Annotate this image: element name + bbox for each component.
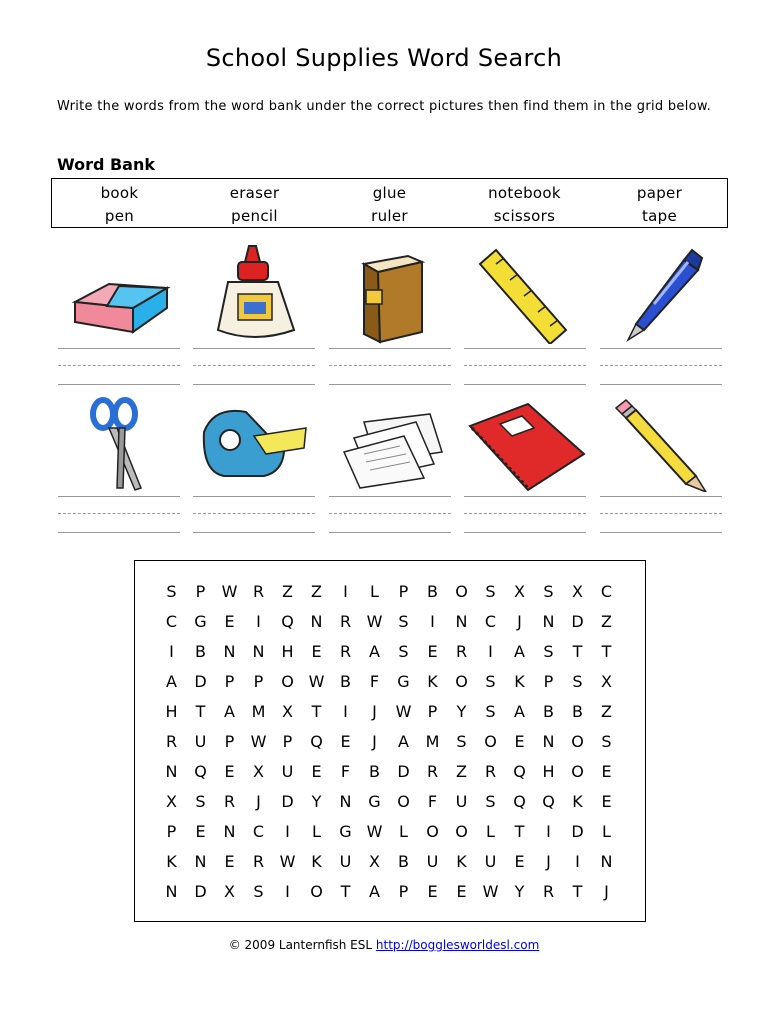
grid-letter[interactable]: S — [485, 792, 496, 811]
grid-letter[interactable]: E — [224, 852, 235, 871]
grid-letter[interactable]: N — [223, 642, 236, 661]
grid-letter[interactable]: O — [571, 762, 584, 781]
grid-letter[interactable]: E — [601, 762, 612, 781]
scissors-icon — [57, 392, 177, 492]
grid-letter[interactable]: X — [166, 792, 177, 811]
grid-letter[interactable]: I — [488, 642, 493, 661]
grid-letter[interactable]: C — [484, 612, 497, 631]
grid-letter[interactable]: T — [195, 702, 206, 721]
grid-letter[interactable]: S — [572, 672, 583, 691]
grid-letter[interactable]: N — [165, 762, 178, 781]
grid-letter[interactable]: I — [285, 882, 290, 901]
answer-line — [329, 496, 451, 536]
grid-letter[interactable]: P — [398, 582, 409, 601]
answer-line — [464, 496, 586, 536]
grid-letter[interactable]: I — [430, 612, 435, 631]
grid-letter[interactable]: S — [601, 732, 612, 751]
word-bank-word: scissors — [493, 207, 556, 225]
grid-letter[interactable]: G — [194, 612, 207, 631]
pencil-icon — [602, 392, 722, 492]
grid-letter[interactable]: O — [281, 672, 294, 691]
grid-letter[interactable]: W — [250, 732, 267, 751]
grid-letter[interactable]: I — [285, 822, 290, 841]
grid-letter[interactable]: T — [572, 882, 583, 901]
grid-letter[interactable]: M — [425, 732, 440, 751]
word-search-grid — [157, 577, 621, 907]
tape-icon — [194, 392, 314, 492]
grid-letter[interactable]: S — [456, 732, 467, 751]
grid-letter[interactable]: K — [311, 852, 322, 871]
grid-letter[interactable]: S — [485, 672, 496, 691]
grid-letter[interactable]: U — [281, 762, 294, 781]
grid-letter[interactable]: Q — [513, 792, 526, 811]
grid-letter[interactable]: S — [398, 642, 409, 661]
grid-letter[interactable]: R — [223, 792, 236, 811]
grid-letter[interactable]: I — [256, 612, 261, 631]
answer-line — [329, 348, 451, 388]
grid-letter[interactable]: K — [166, 852, 177, 871]
grid-letter[interactable]: K — [427, 672, 438, 691]
grid-letter[interactable]: U — [194, 732, 207, 751]
grid-letter[interactable]: S — [166, 582, 177, 601]
grid-letter[interactable]: X — [601, 672, 612, 691]
grid-letter[interactable]: N — [600, 852, 613, 871]
grid-letter[interactable]: A — [224, 702, 235, 721]
grid-letter[interactable]: J — [372, 702, 377, 721]
grid-letter[interactable]: E — [514, 732, 525, 751]
grid-letter[interactable]: D — [194, 672, 207, 691]
grid-letter[interactable]: A — [398, 732, 409, 751]
grid-letter[interactable]: T — [340, 882, 351, 901]
grid-letter[interactable]: N — [339, 792, 352, 811]
grid-letter[interactable]: Z — [601, 702, 612, 721]
grid-letter[interactable]: D — [571, 612, 584, 631]
grid-letter[interactable]: S — [195, 792, 206, 811]
glue-icon — [194, 244, 314, 344]
ruler-icon — [466, 244, 586, 344]
grid-letter[interactable]: F — [340, 762, 351, 781]
grid-letter[interactable]: H — [165, 702, 178, 721]
grid-letter[interactable]: Q — [542, 792, 555, 811]
grid-letter[interactable]: C — [165, 612, 178, 631]
grid-letter[interactable]: A — [369, 642, 380, 661]
grid-letter[interactable]: R — [252, 582, 265, 601]
grid-letter[interactable]: O — [484, 732, 497, 751]
grid-letter[interactable]: R — [484, 762, 497, 781]
footer — [0, 938, 768, 952]
grid-letter[interactable]: I — [343, 702, 348, 721]
grid-letter[interactable]: J — [517, 612, 522, 631]
grid-letter[interactable]: P — [166, 822, 177, 841]
grid-letter[interactable]: N — [165, 882, 178, 901]
grid-letter[interactable]: B — [340, 672, 351, 691]
grid-letter[interactable]: X — [514, 582, 525, 601]
grid-letter[interactable]: B — [195, 642, 206, 661]
grid-letter[interactable]: B — [369, 762, 380, 781]
grid-letter[interactable]: N — [252, 642, 265, 661]
grid-letter[interactable]: O — [397, 792, 410, 811]
grid-letter[interactable]: P — [195, 582, 206, 601]
grid-letter[interactable]: D — [281, 792, 294, 811]
grid-letter[interactable]: E — [311, 762, 322, 781]
grid-letter[interactable]: P — [253, 672, 264, 691]
grid-letter[interactable]: O — [571, 732, 584, 751]
grid-letter[interactable]: R — [542, 882, 555, 901]
grid-letter[interactable]: E — [224, 612, 235, 631]
grid-letter[interactable]: W — [366, 822, 383, 841]
grid-letter[interactable]: R — [339, 612, 352, 631]
grid-letter[interactable]: P — [427, 702, 438, 721]
grid-letter[interactable]: X — [253, 762, 264, 781]
answer-line — [464, 348, 586, 388]
grid-letter[interactable]: B — [427, 582, 438, 601]
word-bank-word: glue — [372, 184, 407, 202]
grid-letter[interactable]: F — [369, 672, 380, 691]
grid-letter[interactable]: S — [253, 882, 264, 901]
grid-letter[interactable]: R — [252, 852, 265, 871]
word-bank-word: pen — [104, 207, 135, 225]
grid-letter[interactable]: T — [514, 822, 525, 841]
answer-line — [193, 348, 315, 388]
grid-letter[interactable]: R — [455, 642, 468, 661]
grid-letter[interactable]: L — [399, 822, 408, 841]
copyright-text: © 2009 Lanternfish ESL — [228, 938, 373, 952]
word-bank-word: tape — [641, 207, 678, 225]
grid-letter[interactable]: I — [169, 642, 174, 661]
grid-letter[interactable]: P — [398, 882, 409, 901]
grid-letter[interactable]: K — [514, 672, 525, 691]
grid-letter[interactable]: I — [546, 822, 551, 841]
grid-letter[interactable]: D — [571, 822, 584, 841]
grid-letter[interactable]: A — [514, 702, 525, 721]
grid-letter[interactable]: A — [166, 672, 177, 691]
grid-letter[interactable]: J — [604, 882, 609, 901]
answer-line — [193, 496, 315, 536]
grid-letter[interactable]: S — [398, 612, 409, 631]
grid-letter[interactable]: G — [339, 822, 352, 841]
grid-letter[interactable]: N — [310, 612, 323, 631]
grid-letter[interactable]: Z — [601, 612, 612, 631]
grid-letter[interactable]: E — [340, 732, 351, 751]
grid-letter[interactable]: L — [602, 822, 611, 841]
grid-letter[interactable]: U — [455, 792, 468, 811]
grid-letter[interactable]: U — [339, 852, 352, 871]
grid-letter[interactable]: S — [543, 582, 554, 601]
grid-letter[interactable]: E — [514, 852, 525, 871]
grid-letter[interactable]: K — [572, 792, 583, 811]
grid-letter[interactable]: W — [221, 582, 238, 601]
grid-letter[interactable]: L — [370, 582, 379, 601]
grid-letter[interactable]: G — [368, 792, 381, 811]
eraser-icon — [57, 244, 177, 344]
grid-letter[interactable]: C — [600, 582, 613, 601]
answer-line — [600, 348, 722, 388]
grid-letter[interactable]: E — [311, 642, 322, 661]
grid-letter[interactable]: E — [427, 642, 438, 661]
word-bank-word: ruler — [371, 207, 408, 225]
answer-line — [58, 496, 180, 536]
grid-letter[interactable]: N — [542, 612, 555, 631]
word-bank-word: book — [100, 184, 139, 202]
grid-letter[interactable]: W — [482, 882, 499, 901]
grid-letter[interactable]: X — [282, 702, 293, 721]
grid-letter[interactable]: S — [543, 642, 554, 661]
book-icon — [330, 244, 450, 344]
grid-letter[interactable]: U — [426, 852, 439, 871]
grid-letter[interactable]: I — [575, 852, 580, 871]
grid-letter[interactable]: M — [251, 702, 266, 721]
grid-letter[interactable]: X — [224, 882, 235, 901]
grid-letter[interactable]: R — [426, 762, 439, 781]
word-bank-box — [51, 178, 728, 228]
grid-letter[interactable]: Z — [282, 582, 293, 601]
paper-icon — [330, 392, 450, 492]
grid-letter[interactable]: R — [339, 642, 352, 661]
answer-line — [600, 496, 722, 536]
grid-letter[interactable]: N — [542, 732, 555, 751]
grid-letter[interactable]: C — [252, 822, 265, 841]
grid-letter[interactable]: O — [455, 822, 468, 841]
grid-letter[interactable]: D — [194, 882, 207, 901]
grid-letter[interactable]: H — [281, 642, 294, 661]
grid-letter[interactable]: B — [572, 702, 583, 721]
grid-letter[interactable]: J — [372, 732, 377, 751]
grid-letter[interactable]: Q — [513, 762, 526, 781]
grid-letter[interactable]: Z — [456, 762, 467, 781]
grid-letter[interactable]: A — [514, 642, 525, 661]
grid-letter[interactable]: W — [308, 672, 325, 691]
grid-letter[interactable]: P — [224, 732, 235, 751]
grid-letter[interactable]: G — [397, 672, 410, 691]
grid-letter[interactable]: O — [455, 582, 468, 601]
pen-icon — [602, 244, 722, 344]
grid-letter[interactable]: P — [543, 672, 554, 691]
grid-letter[interactable]: A — [369, 882, 380, 901]
grid-letter[interactable]: I — [343, 582, 348, 601]
grid-letter[interactable]: J — [256, 792, 261, 811]
grid-letter[interactable]: W — [279, 852, 296, 871]
grid-letter[interactable]: W — [395, 702, 412, 721]
grid-letter[interactable]: O — [455, 672, 468, 691]
grid-letter[interactable]: R — [165, 732, 178, 751]
grid-letter[interactable]: T — [601, 642, 612, 661]
grid-letter[interactable]: H — [542, 762, 555, 781]
grid-letter[interactable]: E — [195, 822, 206, 841]
grid-letter[interactable]: J — [546, 852, 551, 871]
grid-letter[interactable]: N — [223, 822, 236, 841]
grid-letter[interactable]: E — [224, 762, 235, 781]
website-link[interactable]: http://bogglesworldesl.com — [375, 938, 540, 952]
grid-letter[interactable]: S — [485, 702, 496, 721]
word-bank-word: notebook — [488, 184, 561, 202]
grid-letter[interactable]: E — [456, 882, 467, 901]
grid-letter[interactable]: D — [397, 762, 410, 781]
grid-letter[interactable]: N — [194, 852, 207, 871]
grid-letter[interactable]: E — [601, 792, 612, 811]
worksheet-title: School Supplies Word Search — [205, 44, 563, 72]
grid-letter[interactable]: Q — [310, 732, 323, 751]
grid-letter[interactable]: P — [282, 732, 293, 751]
grid-letter[interactable]: N — [455, 612, 468, 631]
word-bank-word: pencil — [231, 207, 278, 225]
grid-letter[interactable]: B — [543, 702, 554, 721]
grid-letter[interactable]: W — [366, 612, 383, 631]
grid-letter[interactable]: Q — [194, 762, 207, 781]
word-bank-word: eraser — [229, 184, 280, 202]
grid-letter[interactable]: B — [398, 852, 409, 871]
answer-line — [58, 348, 180, 388]
grid-letter[interactable]: E — [427, 882, 438, 901]
word-search-box — [134, 560, 646, 922]
word-bank-word: paper — [636, 184, 683, 202]
instructions: Write the words from the word bank under the correct pictures then find them in the grid below. — [57, 99, 712, 114]
grid-letter[interactable]: T — [572, 642, 583, 661]
grid-letter[interactable]: X — [369, 852, 380, 871]
grid-letter[interactable]: S — [485, 582, 496, 601]
grid-letter[interactable]: U — [484, 852, 497, 871]
grid-letter[interactable]: Z — [311, 582, 322, 601]
grid-letter[interactable]: L — [312, 822, 321, 841]
grid-letter[interactable]: P — [224, 672, 235, 691]
grid-letter[interactable]: L — [486, 822, 495, 841]
grid-letter[interactable]: K — [456, 852, 467, 871]
notebook-icon — [466, 392, 586, 492]
grid-letter[interactable]: X — [572, 582, 583, 601]
grid-letter[interactable]: O — [310, 882, 323, 901]
grid-letter[interactable]: Y — [311, 792, 322, 811]
grid-letter[interactable]: F — [427, 792, 438, 811]
grid-letter[interactable]: Y — [514, 882, 525, 901]
grid-letter[interactable]: T — [311, 702, 322, 721]
grid-letter[interactable]: Y — [456, 702, 467, 721]
grid-letter[interactable]: Q — [281, 612, 294, 631]
word-bank-heading: Word Bank — [57, 155, 156, 174]
grid-letter[interactable]: O — [426, 822, 439, 841]
